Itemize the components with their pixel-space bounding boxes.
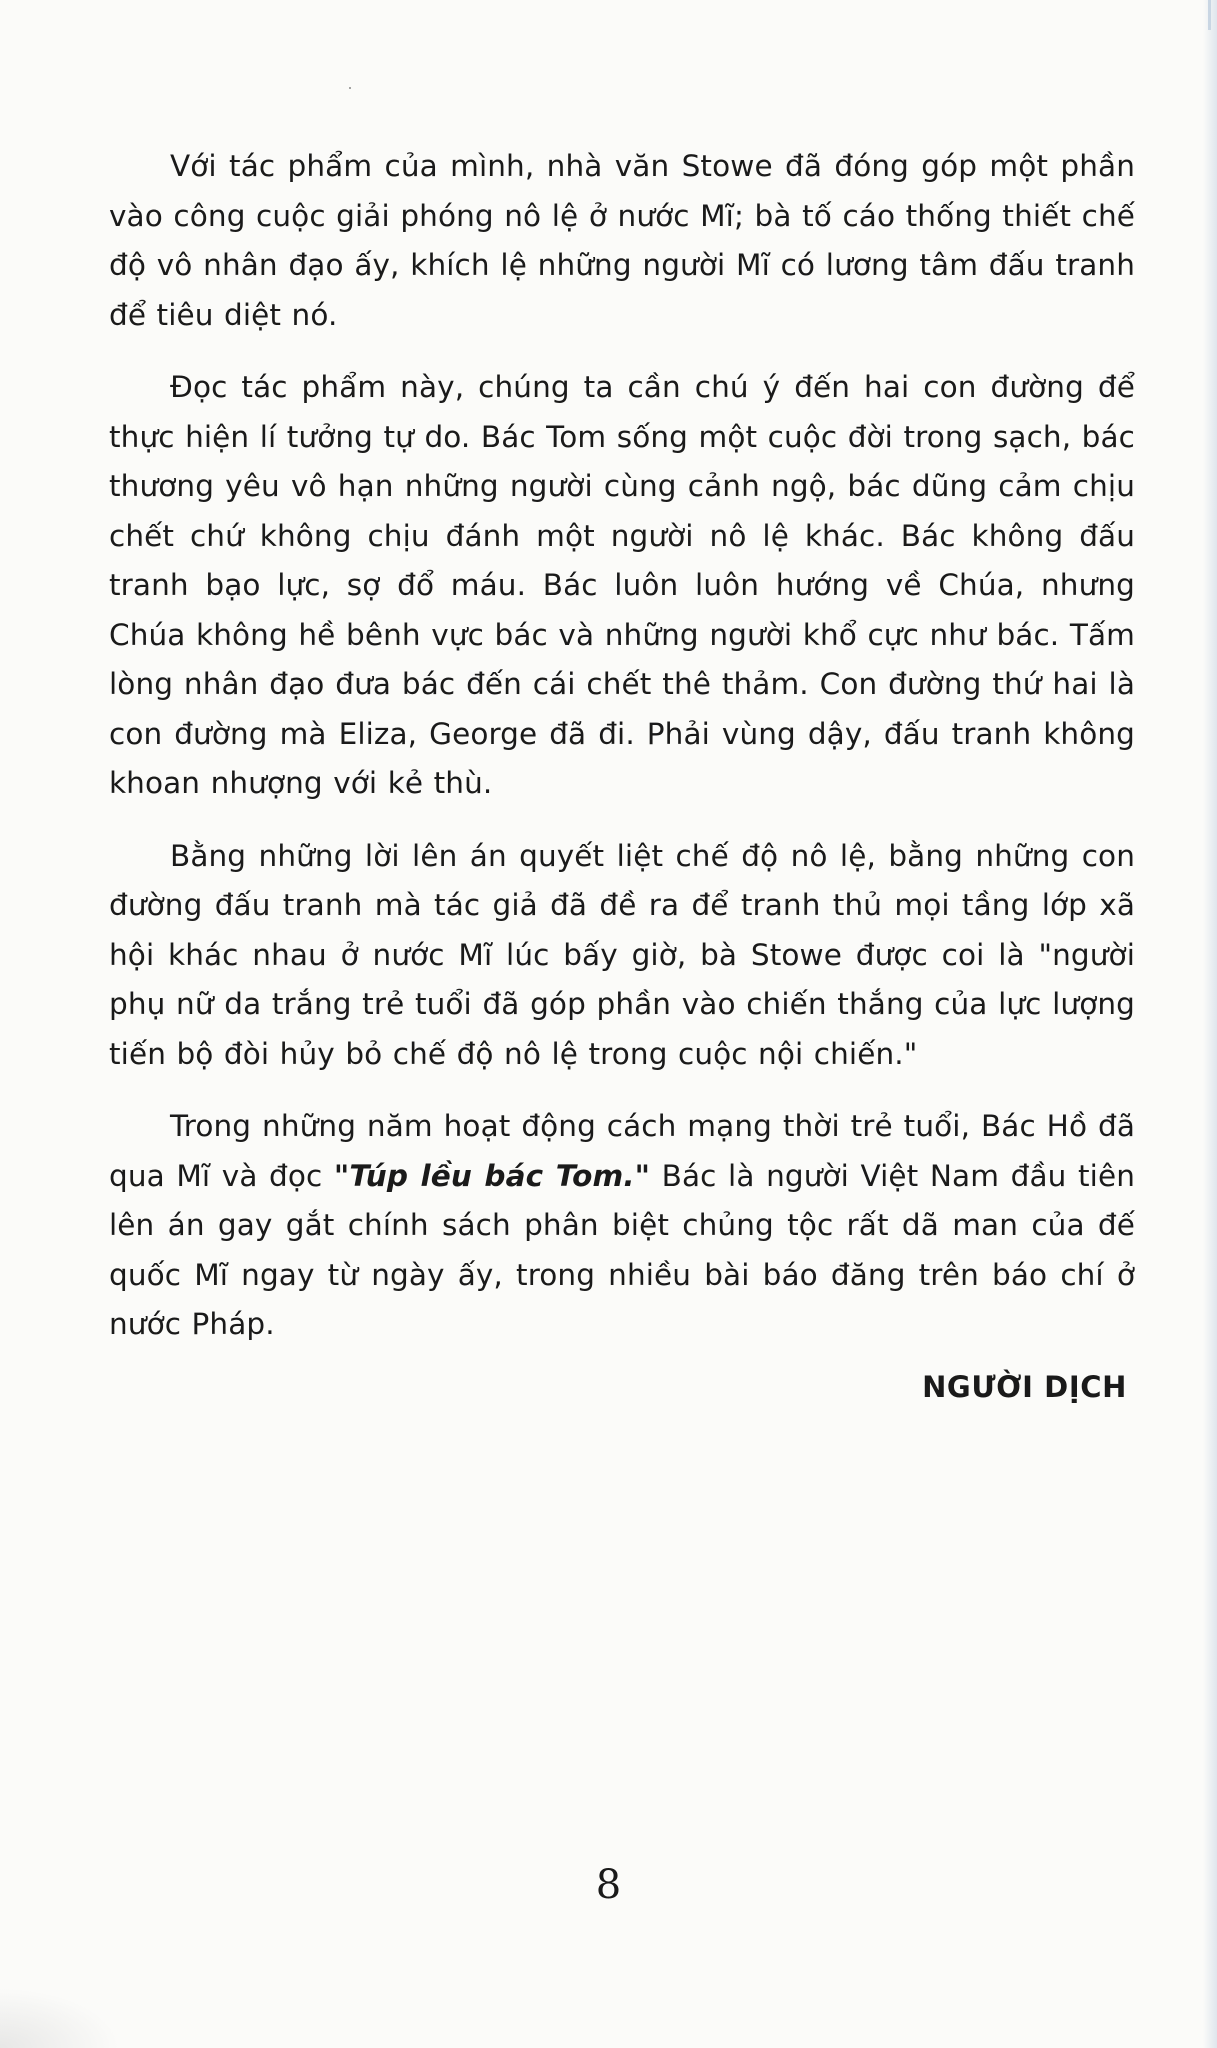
book-title-emphasis: "Túp lều bác Tom." xyxy=(333,1158,651,1193)
body-text xyxy=(109,142,1135,1373)
paragraph-4-before: Trong những năm hoạt động cách mạng thời trẻ tuổi, Bác Hồ đã qua Mĩ và đọc xyxy=(109,1109,1135,1193)
page-edge-mark xyxy=(1208,0,1211,30)
paragraph-1: Với tác phẩm của mình, nhà văn Stowe đã đóng góp một phần vào công cuộc giải phóng nô lệ ở nước Mĩ; bà tố cáo thống thiết chế độ vô nhân đạo ấy, khích lệ những người Mĩ có lương tâm đấu tranh để tiêu diệt nó. xyxy=(109,149,1135,332)
paragraph-4 xyxy=(109,1102,1135,1350)
page-number: 8 xyxy=(595,1862,622,1908)
paragraph-2: Đọc tác phẩm này, chúng ta cần chú ý đến hai con đường để thực hiện lí tưởng tự do. Bác Tom sống một cuộc đời trong sạch, bác thương yêu vô hạn những người cùng cảnh ngộ, bác dũng cảm chịu chết chứ không chịu đánh một người nô lệ khác. Bác không đấu tranh bạo lực, sợ đổ máu. Bác luôn luôn hướng về Chúa, nhưng Chúa không hề bênh vực bác và những người khổ cực như bác. Tấm lòng nhân đạo đưa bác đến cái chết thê thảm. Con đường thứ hai là con đường mà Eliza, George đã đi. Phải vùng dậy, đấu tranh không khoan nhượng với kẻ thù. xyxy=(109,370,1135,800)
page-edge-shadow xyxy=(1203,0,1217,2048)
paragraph-4-after: Bác là người Việt Nam đầu tiên lên án gay gắt chính sách phân biệt chủng tộc rất dã man của đế quốc Mĩ ngay từ ngày ấy, trong nhiều bài báo đăng trên báo chí ở nước Pháp. xyxy=(109,1158,1135,1341)
scan-speck xyxy=(349,87,351,89)
paragraph-3: Bằng những lời lên án quyết liệt chế độ nô lệ, bằng những con đường đấu tranh mà tác giả đã đề ra để tranh thủ mọi tầng lớp xã hội khác nhau ở nước Mĩ lúc bấy giờ, bà Stowe được coi là "người phụ nữ da trắng trẻ tuổi đã góp phần vào chiến thắng của lực lượng tiến bộ đòi hủy bỏ chế độ nô lệ trong cuộc nội chiến." xyxy=(109,838,1135,1071)
page-corner-shadow xyxy=(0,1988,120,2048)
translator-signature: NGƯỜI DỊCH xyxy=(922,1370,1127,1404)
